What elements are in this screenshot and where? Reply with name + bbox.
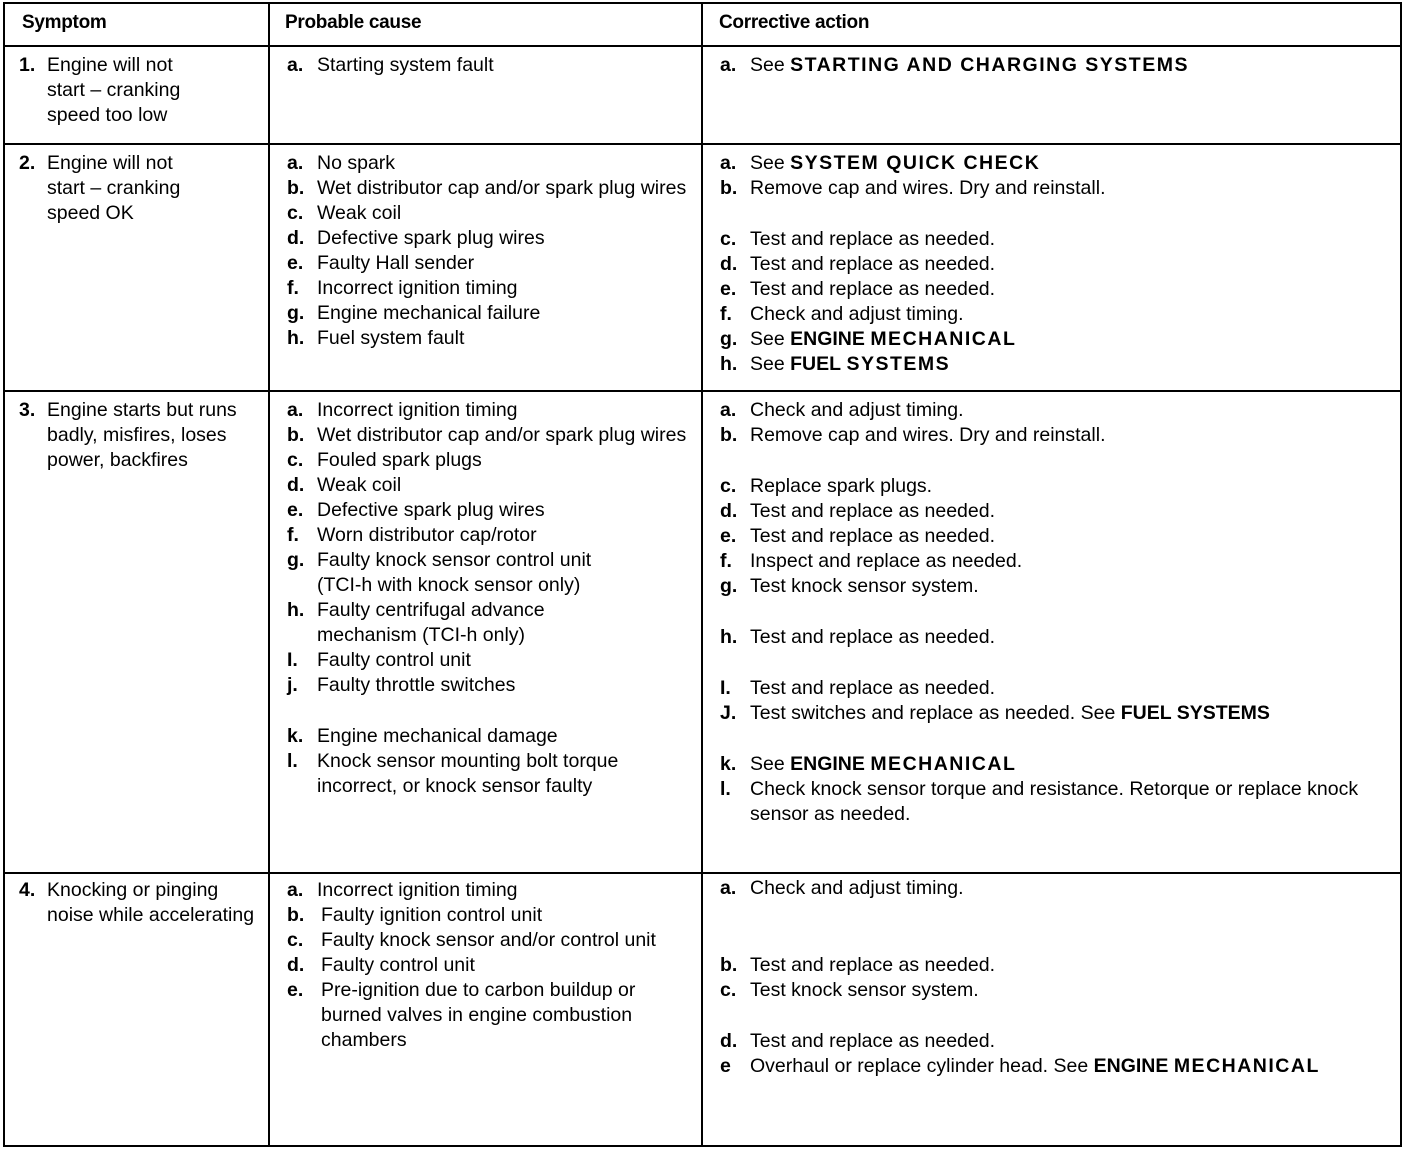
actions-1 [718, 53, 1398, 78]
action-item: a. Check and adjust timing. [720, 399, 964, 421]
symptom-3 [19, 398, 259, 473]
cause-item: h. Fuel system fault [287, 327, 465, 349]
action-item: I. Test and replace as needed. [720, 677, 996, 699]
symptom-number: 4. [19, 879, 36, 901]
row-divider [5, 45, 1400, 47]
symptom-text: Engine will not start – cranking speed OK [47, 152, 181, 224]
cause-item: a. Starting system fault [287, 54, 494, 76]
cause-item: c. Fouled spark plugs [287, 449, 482, 471]
cause-item: a. Incorrect ignition timing [287, 879, 518, 901]
action-item: e. Test and replace as needed. [720, 525, 996, 547]
symptom-text: Knocking or pinging noise while accelerating [47, 879, 255, 926]
cause-item: k. Engine mechanical damage [287, 725, 558, 747]
row-divider [5, 872, 1400, 874]
action-item: d. Test and replace as needed. [720, 1030, 996, 1052]
action-item: h. Test and replace as needed. [720, 626, 996, 648]
cause-item: e. Pre-ignition due to carbon buildup or burned valves in engine combustion chambers [287, 979, 636, 1051]
actions-2 [718, 151, 1398, 377]
action-item: e Overhaul or replace cylinder head. See ENGINE MECHANICAL [720, 1055, 1320, 1077]
causes-1 [285, 53, 695, 78]
action-item: c. Test knock sensor system. [720, 979, 979, 1001]
cause-item: d. Defective spark plug wires [287, 227, 545, 249]
action-item: J. Test switches and replace as needed. See FUEL SYSTEMS [720, 702, 1270, 724]
action-item: g. See ENGINE MECHANICAL [720, 328, 1017, 350]
actions-3 [718, 398, 1398, 827]
action-item: f. Inspect and replace as needed. [720, 550, 1023, 572]
action-item: b. Remove cap and wires. Dry and reinstall. [720, 424, 1106, 446]
action-item: a. See SYSTEM QUICK CHECK [720, 152, 1041, 174]
cause-item: h. Faulty centrifugal advance mechanism (TCI-h only) [287, 599, 545, 646]
cause-item: e. Defective spark plug wires [287, 499, 545, 521]
action-item: d. Test and replace as needed. [720, 500, 996, 522]
action-item: c. Replace spark plugs. [720, 475, 933, 497]
symptom-text: Engine will not start – cranking speed too low [47, 54, 181, 126]
symptom-4 [19, 878, 259, 928]
column-divider [268, 4, 270, 1145]
action-item: e. Test and replace as needed. [720, 278, 996, 300]
action-item: h. See FUEL SYSTEMS [720, 353, 951, 375]
action-item: d. Test and replace as needed. [720, 253, 996, 275]
action-item: c. Test and replace as needed. [720, 228, 996, 250]
actions-4 [718, 876, 1398, 1079]
cause-item: d. Faulty control unit [287, 954, 475, 976]
cause-item: g. Engine mechanical failure [287, 302, 541, 324]
troubleshooting-table [3, 2, 1402, 1147]
action-item: g. Test knock sensor system. [720, 575, 979, 597]
symptom-number: 1. [19, 54, 36, 76]
action-item: k. See ENGINE MECHANICAL [720, 753, 1017, 775]
row-divider [5, 390, 1400, 392]
cause-item: a. Incorrect ignition timing [287, 399, 518, 421]
symptom-number: 2. [19, 152, 36, 174]
action-item: b. Test and replace as needed. [720, 954, 996, 976]
column-divider [701, 4, 703, 1145]
cause-item: a. No spark [287, 152, 396, 174]
cause-item: b. Wet distributor cap and/or spark plug wires [287, 177, 687, 199]
symptom-1 [19, 53, 259, 128]
causes-3 [285, 398, 695, 799]
action-item: b. Remove cap and wires. Dry and reinstall. [720, 177, 1106, 199]
symptom-text: Engine starts but runs badly, misfires, loses power, backfires [47, 399, 237, 471]
cause-item: j. Faulty throttle switches [287, 674, 516, 696]
symptom-number: 3. [19, 399, 36, 421]
cause-item: I. Faulty control unit [287, 649, 471, 671]
row-divider [5, 143, 1400, 145]
action-item: a. Check and adjust timing. [720, 877, 964, 899]
cause-item: l. Knock sensor mounting bolt torque incorrect, or knock sensor faulty [287, 750, 619, 797]
cause-item: e. Faulty Hall sender [287, 252, 475, 274]
action-item: l. Check knock sensor torque and resistance. Retorque or replace knock sensor as needed. [720, 778, 1359, 825]
causes-2 [285, 151, 695, 351]
cause-item: f. Worn distributor cap/rotor [287, 524, 537, 546]
action-item: a. See STARTING AND CHARGING SYSTEMS [720, 54, 1189, 76]
causes-4 [285, 878, 695, 1053]
header-probable-cause: Probable cause [285, 12, 422, 33]
cause-item: f. Incorrect ignition timing [287, 277, 518, 299]
cause-item: c. Faulty knock sensor and/or control unit [287, 929, 656, 951]
cause-item: g. Faulty knock sensor control unit (TCI-h with knock sensor only) [287, 549, 592, 596]
cause-item: b. Faulty ignition control unit [287, 904, 543, 926]
header-symptom: Symptom [22, 12, 107, 33]
symptom-2 [19, 151, 259, 226]
cause-item: b. Wet distributor cap and/or spark plug wires [287, 424, 687, 446]
action-item: f. Check and adjust timing. [720, 303, 964, 325]
header-corrective-action: Corrective action [719, 12, 870, 33]
cause-item: d. Weak coil [287, 474, 402, 496]
cause-item: c. Weak coil [287, 202, 402, 224]
